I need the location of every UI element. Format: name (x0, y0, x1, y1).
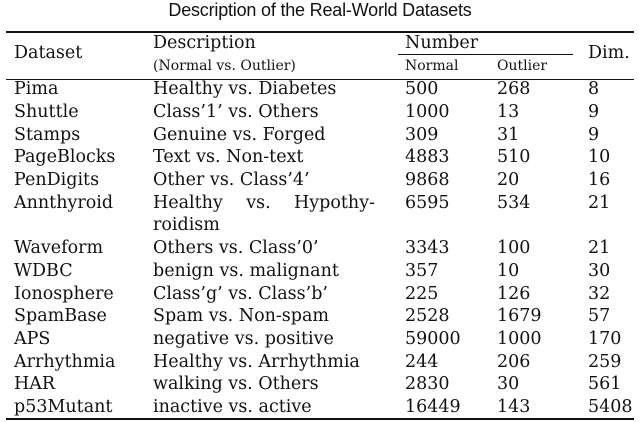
cell-normal: 4883 (405, 147, 450, 167)
cell-dim: 10 (588, 147, 611, 167)
cell-dataset: Ionosphere (14, 284, 114, 304)
cell-outlier: 143 (497, 397, 531, 417)
table-caption: Description of the Real-World Datasets (168, 0, 472, 20)
cell-description: Spam vs. Non-spam (153, 306, 330, 326)
header-description: Description (153, 33, 256, 53)
cell-description: Others vs. Class’0’ (153, 238, 319, 258)
cell-dim: 259 (588, 352, 622, 372)
cell-outlier: 31 (497, 125, 520, 145)
cell-outlier: 10 (497, 261, 520, 281)
cell-description: benign vs. malignant (153, 261, 339, 281)
cell-dim: 21 (588, 193, 611, 213)
cell-description: Healthy vs. Hypothy-roidism (153, 193, 375, 235)
cell-dataset: Annthyroid (14, 193, 114, 213)
header-outlier: Outlier (497, 58, 548, 74)
cell-description: Genuine vs. Forged (153, 125, 326, 145)
cell-dim: 16 (588, 170, 611, 190)
cell-outlier: 510 (497, 147, 531, 167)
cell-outlier: 100 (497, 238, 531, 258)
cell-normal: 2830 (405, 374, 450, 394)
cell-description: Class’g’ vs. Class’b’ (153, 284, 328, 304)
cell-dim: 561 (588, 374, 622, 394)
cell-normal: 357 (405, 261, 439, 281)
cell-description: Text vs. Non-text (153, 147, 304, 167)
cell-normal: 6595 (405, 193, 450, 213)
cell-description: walking vs. Others (153, 374, 319, 394)
cell-description: negative vs. positive (153, 329, 334, 349)
cell-outlier: 534 (497, 193, 531, 213)
cell-normal: 16449 (405, 397, 461, 417)
cell-outlier: 206 (497, 352, 531, 372)
cell-dataset: Waveform (14, 238, 104, 258)
cell-description: Healthy vs. Diabetes (153, 79, 337, 99)
cell-dataset: HAR (14, 374, 56, 394)
cell-normal: 309 (405, 125, 439, 145)
cell-normal: 500 (405, 79, 439, 99)
cell-outlier: 1000 (497, 329, 542, 349)
cell-dim: 32 (588, 284, 611, 304)
cell-dataset: Pima (14, 79, 59, 99)
cell-description: Healthy vs. Arrhythmia (153, 352, 360, 372)
bottom-rule (6, 418, 634, 420)
cell-outlier: 268 (497, 79, 531, 99)
top-rule (6, 31, 634, 33)
cell-outlier: 20 (497, 170, 520, 190)
cell-dim: 9 (588, 125, 600, 145)
header-normal: Normal (405, 58, 459, 74)
cell-dataset: WDBC (14, 261, 73, 281)
cell-description: Other vs. Class’4’ (153, 170, 310, 190)
header-number: Number (405, 33, 479, 53)
cell-normal: 9868 (405, 170, 450, 190)
cell-normal: 3343 (405, 238, 450, 258)
header-dim: Dim. (588, 43, 630, 63)
cell-dataset: p53Mutant (14, 397, 113, 417)
cell-description: inactive vs. active (153, 397, 312, 417)
cell-dim: 57 (588, 306, 611, 326)
cell-normal: 59000 (405, 329, 461, 349)
cell-normal: 2528 (405, 306, 450, 326)
cell-normal: 225 (405, 284, 439, 304)
cell-outlier: 126 (497, 284, 531, 304)
cell-outlier: 30 (497, 374, 520, 394)
cell-description: Class’1’ vs. Others (153, 102, 319, 122)
cell-outlier: 1679 (497, 306, 542, 326)
cell-dim: 8 (588, 79, 600, 99)
cell-dataset: APS (14, 329, 51, 349)
header-dataset: Dataset (14, 43, 83, 63)
cell-outlier: 13 (497, 102, 520, 122)
cell-normal: 244 (405, 352, 439, 372)
cell-dataset: PageBlocks (14, 147, 116, 167)
cell-dim: 170 (588, 329, 622, 349)
cell-dim: 9 (588, 102, 600, 122)
cell-normal: 1000 (405, 102, 450, 122)
cell-dataset: Arrhythmia (14, 352, 116, 372)
cell-dataset: SpamBase (14, 306, 107, 326)
cell-dim: 21 (588, 238, 611, 258)
header-description-sub: (Normal vs. Outlier) (153, 58, 296, 74)
cell-dataset: Stamps (14, 125, 81, 145)
cell-dim: 30 (588, 261, 611, 281)
cell-dataset: Shuttle (14, 102, 79, 122)
cell-dataset: PenDigits (14, 170, 100, 190)
cell-dim: 5408 (588, 397, 633, 417)
